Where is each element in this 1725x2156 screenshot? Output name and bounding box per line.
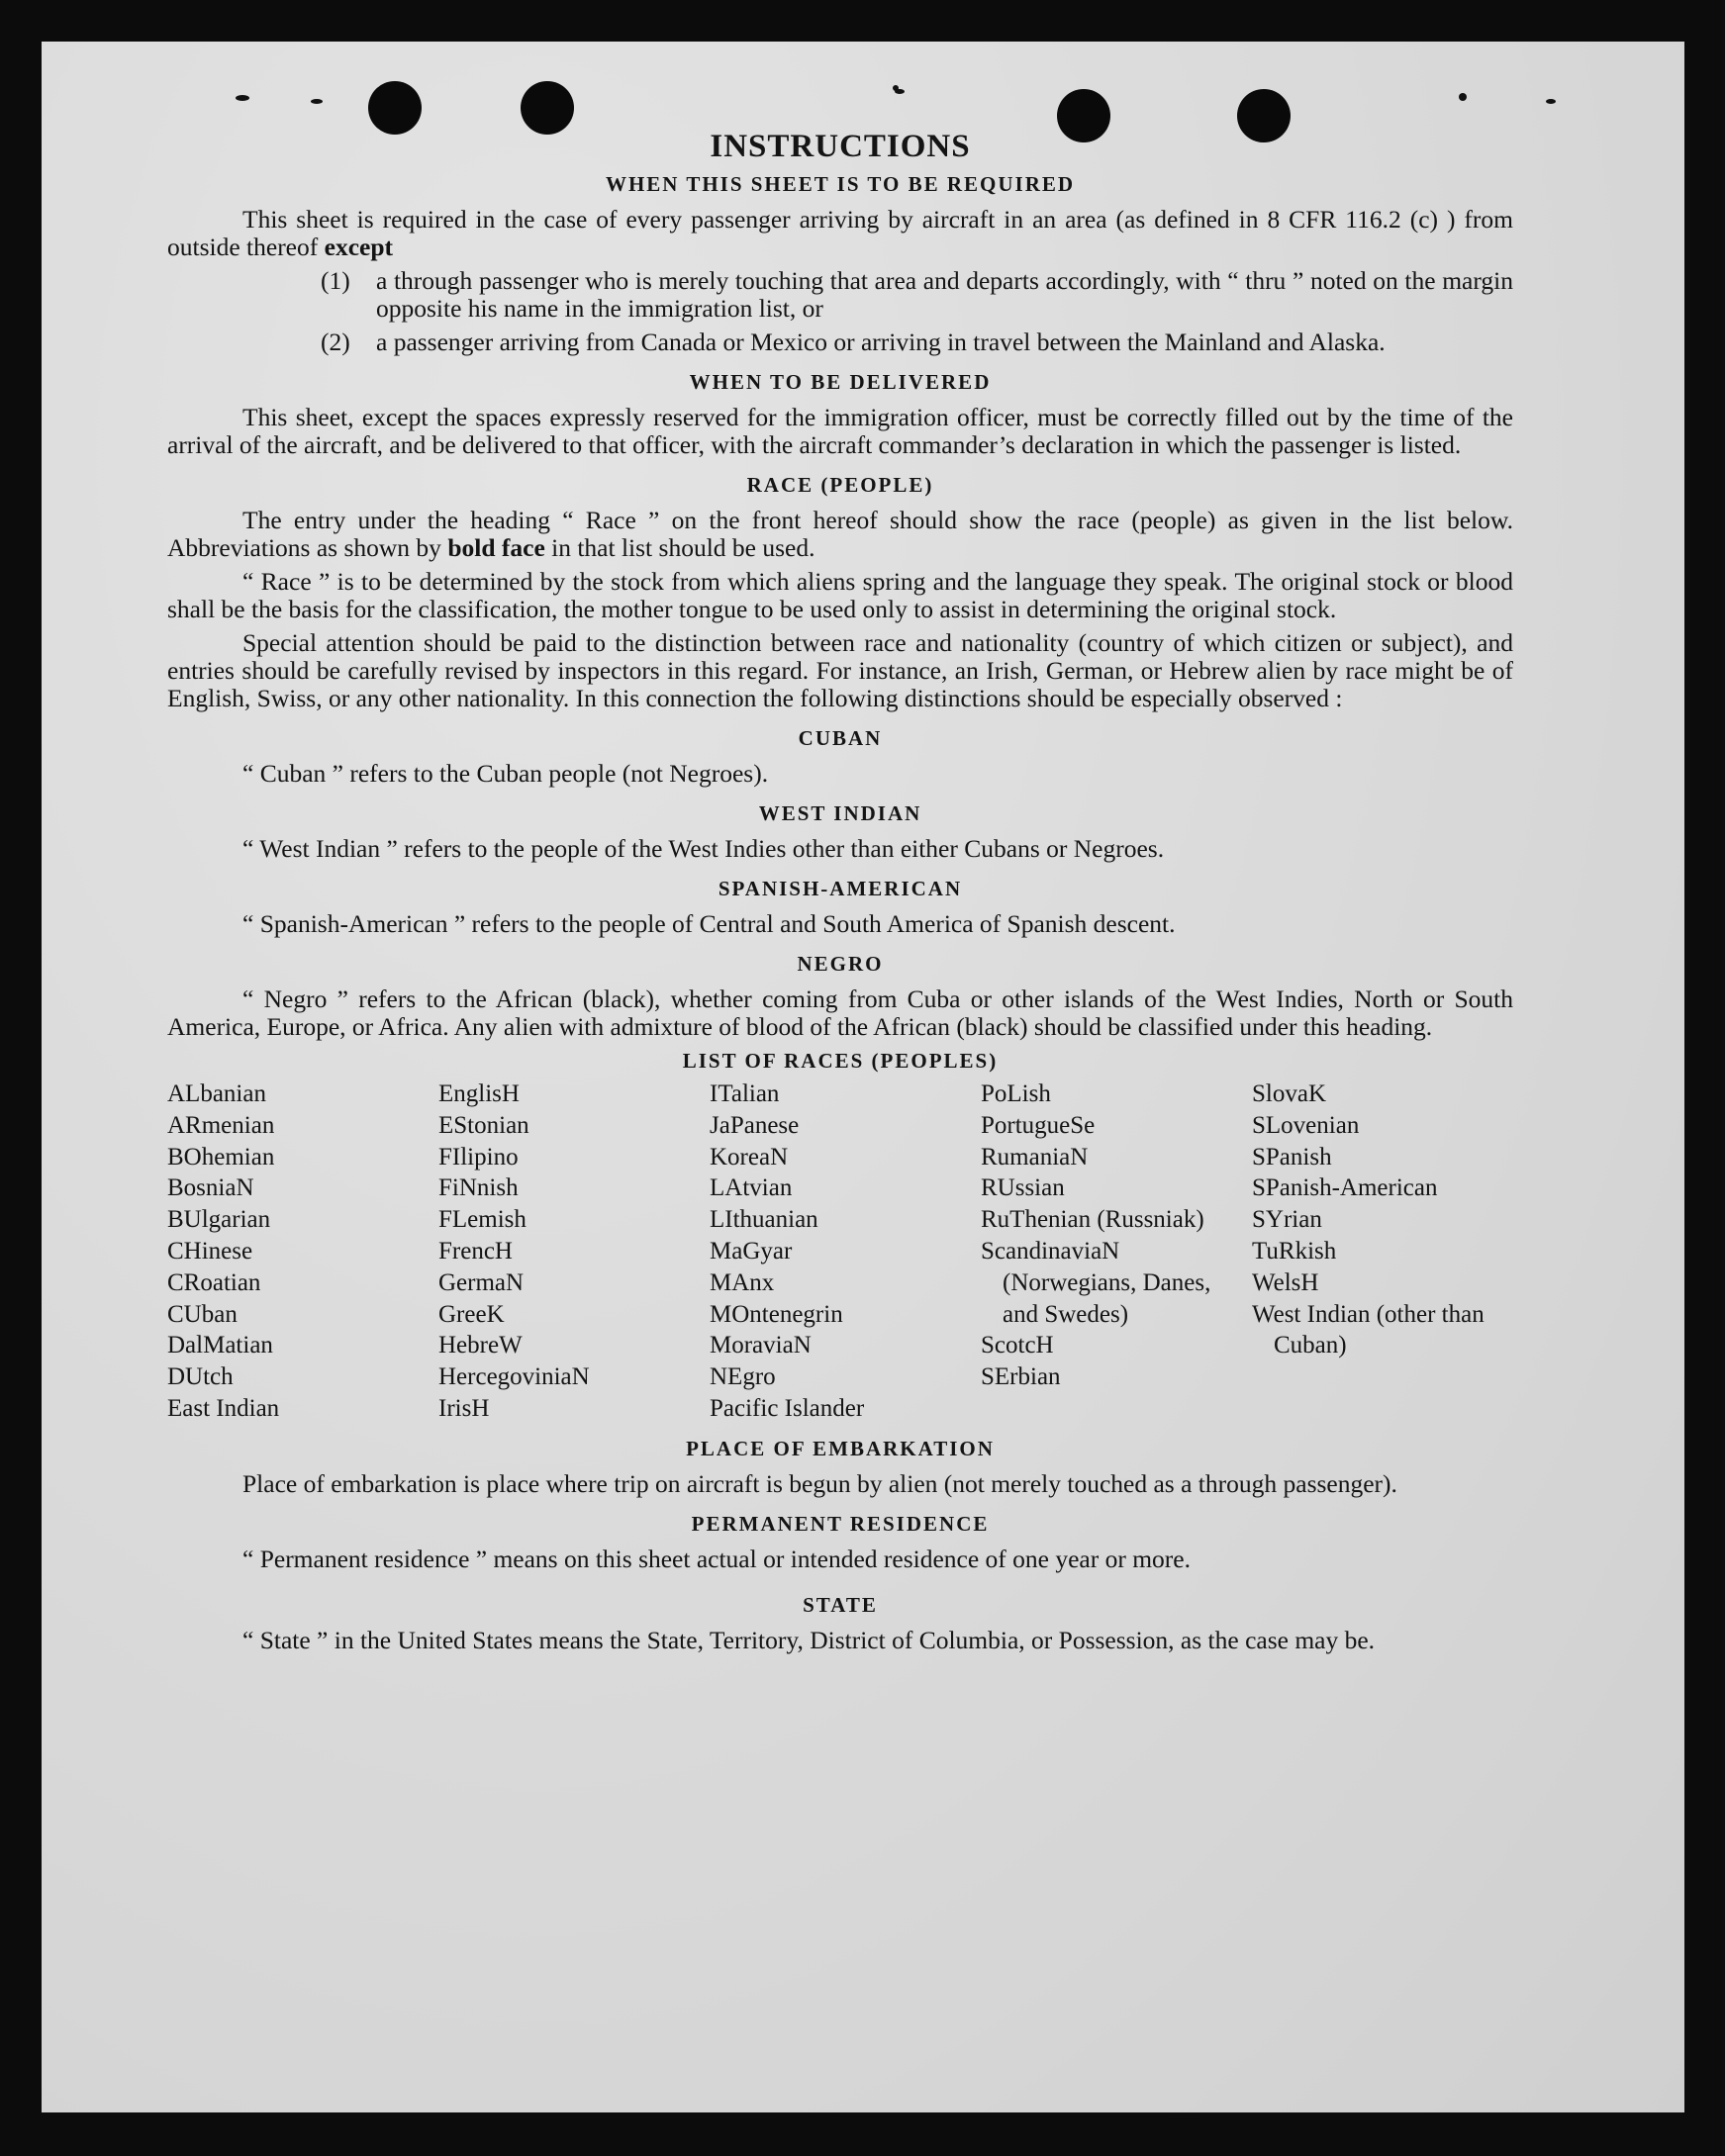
race-item: LAtvian — [710, 1174, 793, 1202]
race-item: LIthuanian — [710, 1206, 818, 1234]
race-item: DalMatian — [167, 1332, 273, 1359]
race-item: RuThenian (Russniak) — [981, 1206, 1204, 1234]
race-item: MOntenegrin — [710, 1300, 843, 1328]
race-item: MAnx — [710, 1268, 775, 1296]
instructions-content — [167, 129, 1513, 1654]
race-p1-text: The entry under the heading “ Race ” on the front hereof should show the race (people) as given in the list below. Abbreviations as shown by — [167, 506, 1513, 562]
section-heading-residence: PERMANENT RESIDENCE — [691, 1511, 990, 1536]
races-column — [167, 1078, 438, 1425]
race-item: ScotcH — [981, 1332, 1054, 1359]
race-item: NEgro — [710, 1363, 776, 1391]
section-heading-negro: NEGRO — [797, 952, 884, 976]
race-paragraph-3: Special attention should be paid to the distinction between race and nationality (country of which citizen or subject), and entries should be carefully revised by inspectors in this regard. For instance, an Irish, German, or Hebrew alien by race might be of English, Swiss, or any other nationality. In this connection the following distinctions should be especially observed : — [167, 628, 1513, 712]
race-item: ITalian — [710, 1080, 780, 1107]
race-item: EStonian — [438, 1111, 529, 1139]
required-intro-except: except — [324, 233, 394, 261]
race-item: IrisH — [438, 1394, 490, 1422]
race-item: CHinese — [167, 1237, 253, 1265]
race-item: BosniaN — [167, 1174, 254, 1202]
exception-text: a through passenger who is merely touching that area and departs accordingly, with “ thru ” noted on the margin opposite his name in the immigration list, or — [376, 266, 1513, 323]
race-item: SYrian — [1252, 1206, 1322, 1234]
section-heading-race: RACE (PEOPLE) — [746, 473, 934, 497]
residence-text: “ Permanent residence ” means on this sheet actual or intended residence of one year or more. — [242, 1544, 1191, 1573]
race-item: EnglisH — [438, 1080, 520, 1107]
races-list — [167, 1078, 1513, 1425]
race-p1-tail: in that list should be used. — [551, 533, 815, 562]
race-item: Pacific Islander — [710, 1394, 865, 1422]
race-item: BOhemian — [167, 1143, 275, 1171]
race-item: MoraviaN — [710, 1332, 812, 1359]
section-heading-west-indian: WEST INDIAN — [758, 801, 922, 825]
section-heading-state: STATE — [803, 1592, 878, 1617]
race-item: ScandinaviaN (Norwegians, Danes, and Swedes) — [981, 1237, 1211, 1328]
race-paragraph-2: “ Race ” is to be determined by the stock from which aliens spring and the language they speak. The original stock or blood shall be the basis for the classification, the mother tongue to be used only to assist in determining the original stock. — [167, 567, 1513, 623]
race-paragraph-1 — [167, 507, 1513, 562]
races-column — [981, 1078, 1252, 1425]
delivered-text: This sheet, except the spaces expressly reserved for the immigration officer, must be correctly filled out by the time of the arrival of the aircraft, and be delivered to that officer, with the aircraft commander’s declaration in which the passenger is listed. — [167, 403, 1513, 459]
scan-speck — [1459, 93, 1467, 101]
scan-speck — [236, 95, 249, 101]
race-item: GermaN — [438, 1268, 525, 1296]
section-heading-required: WHEN THIS SHEET IS TO BE REQUIRED — [605, 172, 1076, 196]
races-column — [710, 1078, 981, 1425]
race-item: RumaniaN — [981, 1143, 1089, 1171]
section-heading-embarkation: PLACE OF EMBARKATION — [686, 1436, 995, 1460]
race-item: ALbanian — [167, 1080, 266, 1107]
scan-speck — [311, 99, 323, 104]
race-item: KoreaN — [710, 1143, 789, 1171]
race-item: BUlgarian — [167, 1206, 271, 1234]
state-text: “ State ” in the United States means the State, Territory, District of Columbia, or Possession, as the case may be. — [242, 1625, 1376, 1654]
race-item: WelsH — [1252, 1268, 1319, 1296]
race-item: West Indian (other than Cuban) — [1252, 1300, 1485, 1359]
race-item: CRoatian — [167, 1268, 261, 1296]
section-heading-races-list: LIST OF RACES (PEOPLES) — [682, 1049, 999, 1073]
exception-number: (2) — [321, 328, 350, 356]
section-heading-cuban: CUBAN — [798, 726, 883, 750]
race-item: SLovenian — [1252, 1111, 1360, 1139]
races-column — [438, 1078, 710, 1425]
race-item: HercegoviniaN — [438, 1363, 590, 1391]
race-item: ARmenian — [167, 1111, 275, 1139]
race-item: GreeK — [438, 1300, 505, 1328]
section-heading-spanish-american: SPANISH-AMERICAN — [718, 877, 963, 900]
race-item: SlovaK — [1252, 1080, 1326, 1107]
race-item: SPanish — [1252, 1143, 1332, 1171]
punch-hole — [368, 81, 422, 135]
race-p1-bold: bold face — [447, 533, 545, 562]
race-item: DUtch — [167, 1363, 234, 1391]
exception-item — [321, 328, 1513, 356]
race-item: RUssian — [981, 1174, 1065, 1202]
punch-hole — [521, 81, 574, 135]
race-item: HebreW — [438, 1332, 523, 1359]
race-item: FiNnish — [438, 1174, 519, 1202]
race-item: TuRkish — [1252, 1237, 1337, 1265]
race-item: SErbian — [981, 1363, 1061, 1391]
exception-text: a passenger arriving from Canada or Mexico or arriving in travel between the Mainland and Alaska. — [376, 328, 1386, 356]
scan-speck — [1546, 99, 1556, 104]
races-column — [1252, 1078, 1513, 1425]
race-item: SPanish-American — [1252, 1174, 1438, 1202]
race-item: PortugueSe — [981, 1111, 1096, 1139]
negro-text: “ Negro ” refers to the African (black), whether coming from Cuba or other islands of the West Indies, North or South America, Europe, or Africa. Any alien with admixture of blood of the African (black) should be classified under this heading. — [167, 984, 1513, 1041]
race-item: JaPanese — [710, 1111, 800, 1139]
exception-number: (1) — [321, 266, 350, 295]
race-item: CUban — [167, 1300, 238, 1328]
section-heading-delivered: WHEN TO BE DELIVERED — [689, 370, 992, 394]
cuban-text: “ Cuban ” refers to the Cuban people (not Negroes). — [242, 759, 769, 788]
page-title: INSTRUCTIONS — [710, 129, 971, 164]
required-intro-text: This sheet is required in the case of every passenger arriving by aircraft in an area (as defined in 8 CFR 116.2 (c) ) from outside thereof — [167, 205, 1513, 261]
scan-speck — [895, 89, 905, 94]
race-item: FIlipino — [438, 1143, 519, 1171]
race-item: East Indian — [167, 1394, 280, 1422]
spanish-american-text: “ Spanish-American ” refers to the people of Central and South America of Spanish descent. — [242, 909, 1176, 938]
required-intro — [167, 206, 1513, 261]
race-item: FLemish — [438, 1206, 527, 1234]
race-item: PoLish — [981, 1080, 1051, 1107]
race-item: FrencH — [438, 1237, 513, 1265]
exception-item — [321, 267, 1513, 323]
embarkation-text: Place of embarkation is place where trip on aircraft is begun by alien (not merely touched as a through passenger). — [242, 1468, 1397, 1498]
race-item: MaGyar — [710, 1237, 793, 1265]
west-indian-text: “ West Indian ” refers to the people of the West Indies other than either Cubans or Negroes. — [242, 834, 1165, 863]
